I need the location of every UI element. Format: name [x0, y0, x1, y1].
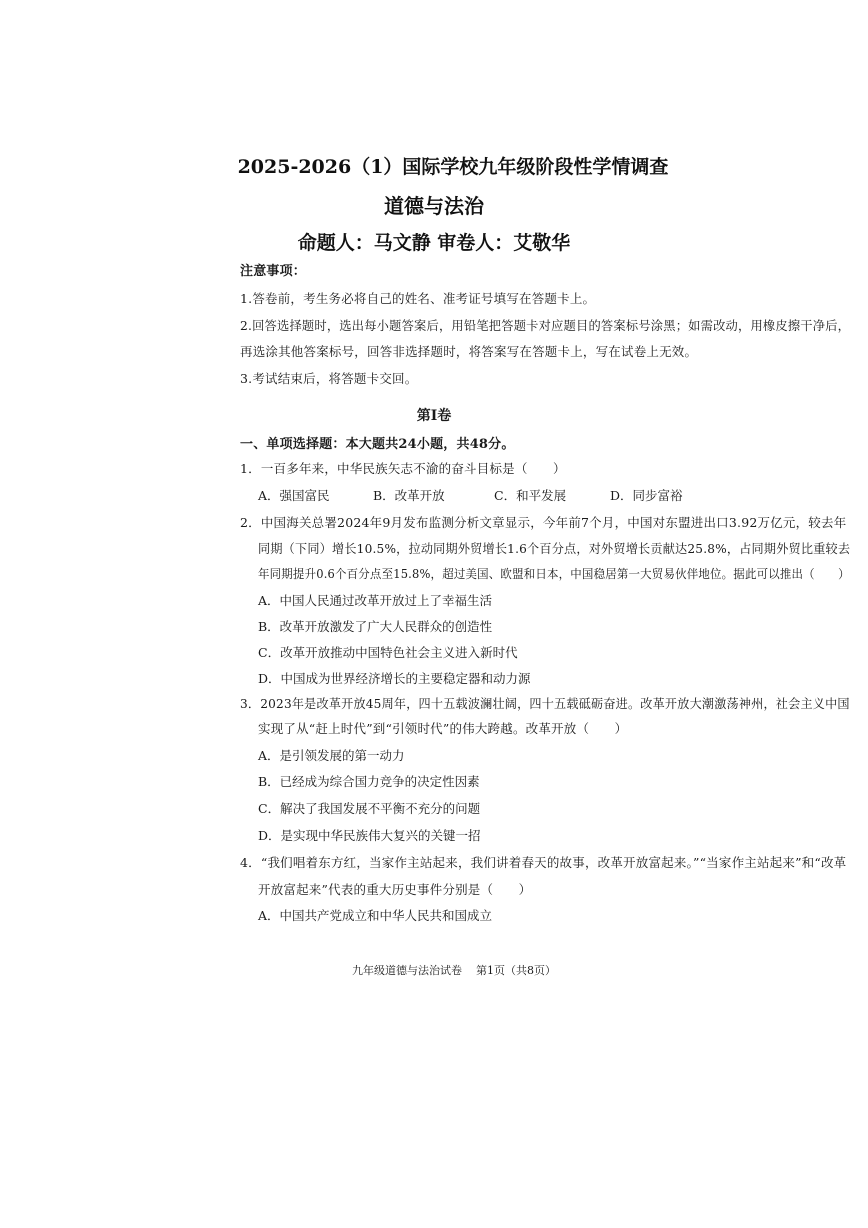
q4-stem-line-1: 4．“我们唱着东方红，当家作主站起来，我们讲着春天的故事，改革开放富起来。”“当家作主站起来”和“改革 — [240, 855, 847, 870]
authors-line: 命题人：马文静 审卷人：艾敬华 — [297, 232, 571, 254]
q3-option-c: C．解决了我国发展不平衡不充分的问题 — [258, 801, 481, 816]
q2-option-d: D．中国成为世界经济增长的主要稳定器和动力源 — [258, 671, 531, 686]
q1-option-b: B．改革开放 — [373, 488, 445, 503]
q3-option-b: B．已经成为综合国力竞争的决定性因素 — [258, 774, 480, 789]
q2-option-c: C．改革开放推动中国特色社会主义进入新时代 — [258, 645, 518, 660]
q2-option-a: A．中国人民通过改革开放过上了幸福生活 — [258, 593, 493, 608]
part-title: 一、单项选择题：本大题共24小题，共48分。 — [240, 437, 515, 452]
q1-option-a: A．强国富民 — [258, 488, 330, 503]
subject-title: 道德与法治 — [384, 194, 484, 218]
q1-option-d: D．同步富裕 — [610, 488, 683, 503]
q1-option-c: C．和平发展 — [494, 488, 567, 503]
q2-stem-line-2: 同期（下同）增长10.5%，拉动同期外贸增长1.6个百分点，对外贸增长贡献达25.8%，占同期外贸比重较去 — [258, 541, 851, 556]
q3-option-a: A．是引领发展的第一动力 — [258, 748, 405, 763]
q3-option-d: D．是实现中华民族伟大复兴的关键一招 — [258, 828, 481, 843]
note-item-2: 2.回答选择题时，选出每小题答案后，用铅笔把答题卡对应题目的答案标号涂黑；如需改动，用橡皮擦干净后， — [240, 318, 851, 333]
q2-option-b: B．改革开放激发了广大人民群众的创造性 — [258, 619, 493, 634]
volume-heading: 第Ⅰ卷 — [416, 408, 452, 424]
q3-stem-line-2: 实现了从“赶上时代”到“引领时代”的伟大跨越。改革开放（ ） — [258, 721, 628, 736]
q4-option-a: A．中国共产党成立和中华人民共和国成立 — [258, 908, 493, 923]
page-footer: 九年级道德与法治试卷 第1页（共8页） — [352, 964, 556, 977]
note-item-1: 1.答卷前，考生务必将自己的姓名、准考证号填写在答题卡上。 — [240, 291, 596, 306]
q4-stem-line-2: 开放富起来”代表的重大历史事件分别是（ ） — [258, 882, 532, 897]
note-item-3: 3.考试结束后，将答题卡交回。 — [240, 371, 418, 386]
q3-stem-line-1: 3．2023年是改革开放45周年，四十五载波澜壮阔，四十五载砥砺奋进。改革开放大潮激荡神州，社会主义中国 — [240, 696, 850, 711]
exam-title: 2025-2026（1）国际学校九年级阶段性学情调查 — [237, 156, 669, 178]
notes-heading: 注意事项： — [240, 264, 307, 279]
q1-stem: 1．一百多年来，中华民族矢志不渝的奋斗目标是（ ） — [240, 461, 566, 476]
q2-stem-line-3: 年同期提升0.6个百分点至15.8%，超过美国、欧盟和日本，中国稳居第一大贸易伙伴地位。据此可以推出（ ） — [258, 567, 850, 581]
q2-stem-line-1: 2．中国海关总署2024年9月发布监测分析文章显示，今年前7个月，中国对东盟进出口3.92万亿元，较去年 — [240, 515, 847, 530]
note-item-2-cont: 再选涂其他答案标号，回答非选择题时，将答案写在答题卡上，写在试卷上无效。 — [240, 344, 698, 359]
